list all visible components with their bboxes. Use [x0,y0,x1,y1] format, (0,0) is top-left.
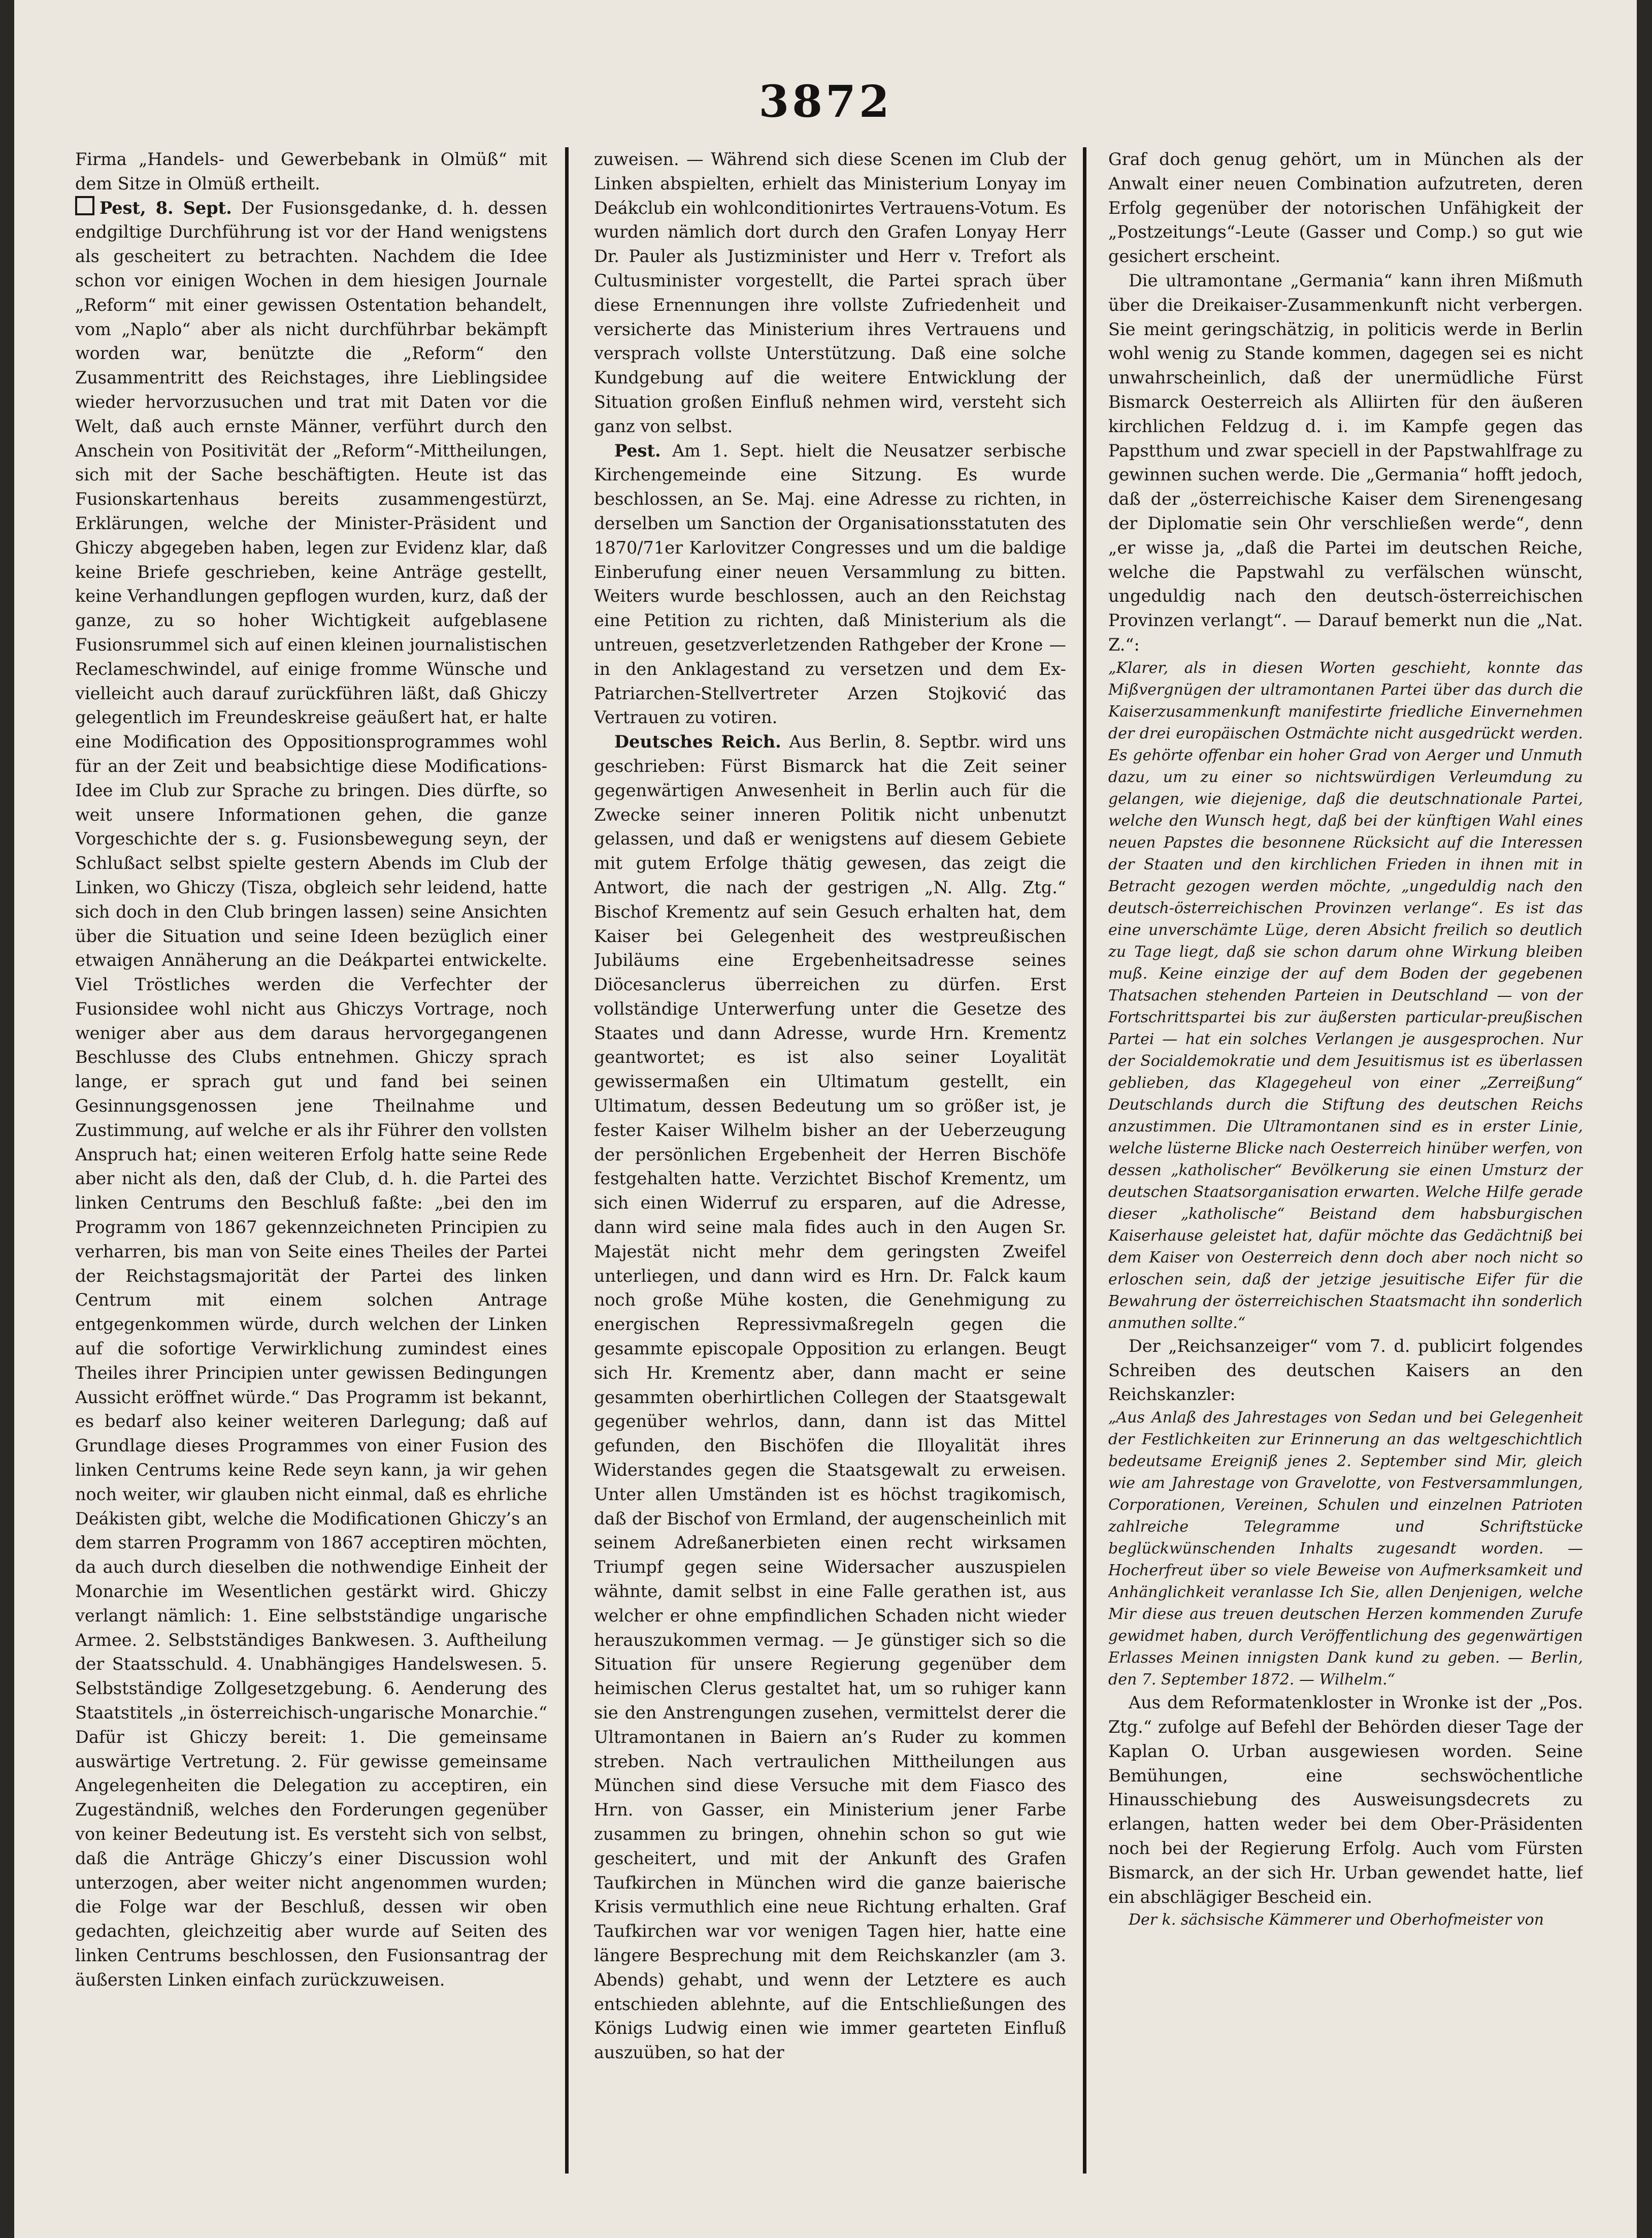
page-number: 3872 [758,76,893,127]
article-deutsches-reich [594,730,1066,2065]
paragraph-reichsanzeiger: Der „Reichsanzeiger“ vom 7. d. publicirt folgendes Schreiben des deutschen Kaisers an den Reichskanzler: [1108,1336,1583,1405]
column-rule-1 [565,147,569,2174]
square-mark-icon [75,196,94,215]
article-body: Aus Berlin, 8. Septbr. wird uns geschrieben: Fürst Bismarck hat die Zeit seiner gegenwärtigen Anwesenheit in Berlin auch für die Zwecke seiner inneren Politik nicht unbenutzt gelassen, und daß er wenigstens auf diesem Gebiete mit gutem Erfolge thätig gewesen, das zeigt die Antwort, die nach der gestrigen „N. Allg. Ztg.“ Bischof Krementz auf sein Gesuch erhalten hat, dem Kaiser bei Gelegenheit des westpreußischen Jubiläums eine Ergebenheitsadresse seines Diöcesanclerus überreichen zu dürfen. Erst vollständige Unterwerfung unter die Gesetze des Staates und dann Adresse, wurde Hrn. Krementz geantwortet; es ist also seiner Loyalität gewissermaßen ein Ultimatum gestellt, ein Ultimatum, dessen Bedeutung um so größer ist, je fester Kaiser Wilhelm bisher an der Ueberzeugung der persönlichen Ergebenheit der Herren Bischöfe festgehalten hatte. Verzichtet Bischof Krementz, um sich einen Widerruf zu ersparen, auf die Adresse, dann wird seine mala fides auch in den Augen Sr. Majestät nicht mehr dem geringsten Zweifel unterliegen, und dann wird es Hrn. Dr. Falck kaum noch große Mühe kosten, die Genehmigung zu energischen Repressivmaßregeln gegen die gesammte episcopale Opposition zu erlangen. Beugt sich Hr. Krementz aber, dann macht er seine gesammten oberhirtlichen Collegen der Staatsgewalt gegenüber wehrlos, dann, dann ist das Mittel gefunden, den Bischöfen die Illoyalität ihres Widerstandes gegen die Staatsgewalt zu erweisen. Unter allen Umständen ist es höchst tragikomisch, daß der Bischof von Ermland, der augenscheinlich mit seinem Adreßanerbieten einen recht wirksamen Triumpf gegen seine Widersacher auszuspielen wähnte, damit selbst in eine Falle gerathen ist, aus welcher er ohne empfindlichen Schaden nicht wieder herauszukommen vermag. — Je günstiger sich so die Situation für unsere Regierung gegenüber dem heimischen Clerus gestaltet hat, um so ruhiger kann sie den Anstrengungen zusehen, vermittelst derer die Ultramontanen in Baiern an’s Ruder zu kommen streben. Nach vertraulichen Mittheilungen aus München sind diese Versuche mit dem Fiasco des Hrn. von Gasser, ein Ministerium jener Farbe zusammen zu bringen, ohnehin schon so gut wie gescheitert, und mit der Ankunft des Grafen Taufkirchen in München wird die ganze baierische Krisis vermuthlich eine neue Richtung erhalten. Graf Taufkirchen war vor wenigen Tagen hier, hatte eine längere Besprechung mit dem Reichskanzler (am 3. Abends) gehabt, und wenn der Letztere es auch entschieden ablehnte, auf die Entschließungen des Königs Ludwig einen wie immer gearteten Einfluß auszuüben, so hat der [594,732,1066,2063]
article-body: Der Fusionsgedanke, d. h. dessen endgiltige Durchführung ist vor der Hand wenigstens als gescheitert zu betrachten. Nachdem die Idee schon vor einigen Wochen in dem hiesigen Journale „Reform“ mit einer gewissen Ostentation behandelt, vom „Naplo“ aber als nicht durchführbar bekämpft worden war, benützte die „Reform“ den Zusammentritt des Reichstages, ihre Lieblingsidee wieder hervorzusuchen und trat mit Daten vor die Welt, daß auch ernste Männer, verführt durch den Anschein von Positivität der „Reform“-Mittheilungen, sich mit der Sache beschäftigten. Heute ist das Fusionskartenhaus bereits zusammengestürzt, Erklärungen, welche der Minister-Präsident und Ghiczy abgegeben haben, legen zur Evidenz klar, daß keine Briefe geschrieben, keine Anträge gestellt, keine Verhandlungen gepflogen wurden, kurz, daß der ganze, zu so hoher Wichtigkeit aufgeblasene Fusionsrummel sich auf einen kleinen journalistischen Reclameschwindel, auf einige fromme Wünsche und vielleicht auch darauf zurückführen läßt, daß Ghiczy gelegentlich im Freundeskreise geäußert hat, er halte eine Modification des Oppositionsprogrammes wohl für an der Zeit und beabsichtige diese Modifications-Idee im Club zur Sprache zu bringen. Dies dürfte, so weit unsere Informationen gehen, die ganze Vorgeschichte der s. g. Fusionsbewegung seyn, der Schlußact selbst spielte gestern Abends im Club der Linken, wo Ghiczy (Tisza, obgleich sehr leidend, hatte sich doch in den Club bringen lassen) seine Ansichten über die Situation und seine Ideen bezüglich einer etwaigen Annäherung an die Deákpartei entwickelte. Viel Tröstliches werden die Verfechter der Fusionsidee wohl nicht aus Ghiczys Vortrage, noch weniger aber aus dem daraus hervorgegangenen Beschlusse des Clubs entnehmen. Ghiczy sprach lange, er sprach gut und fand bei seinen Gesinnungsgenossen jene Theilnahme und Zustimmung, auf welche er als ihr Führer den vollsten Anspruch hat; einen weiteren Erfolg hatte seine Rede aber nicht als den, daß der Club, d. h. die Partei des linken Centrums den Beschluß faßte: „bei den im Programm von 1867 gekennzeichneten Principien zu verharren, bis man von Seite eines Theiles der Partei der Reichstagsmajorität der Partei des linken Centrum mit einem solchen Antrage entgegenkommen würde, durch welchen der Linken auf die sofortige Verwirklichung zumindest eines Theiles ihrer Principien unter gewissen Bedingungen Aussicht eröffnet würde.“ Das Programm ist bekannt, es bedarf also keiner weiteren Darlegung; daß auf Grundlage dieses Programmes von einer Fusion des linken Centrums keine Rede seyn kann, ja wir gehen noch weiter, wir glauben nicht einmal, daß es ehrliche Deákisten gibt, welche die Modificationen Ghiczy’s an dem starren Programm von 1867 acceptiren möchten, da auch durch dieselben die nothwendige Einheit der Monarchie im Wesentlichen gestärkt wird. Ghiczy verlangt nämlich: 1. Eine selbstständige ungarische Armee. 2. Selbstständiges Bankwesen. 3. Auftheilung der Staatsschuld. 4. Unabhängiges Handelswesen. 5. Selbstständige Zollgesetzgebung. 6. Aenderung des Staatstitels „in österreichisch-ungarische Monarchie.“ Dafür ist Ghiczy bereit: 1. Die gemeinsame auswärtige Vertretung. 2. Für gewisse gemeinsame Angelegenheiten die Delegation zu acceptiren, ein Zugeständniß, welches den Forderungen gegenüber von keiner Bedeutung ist. Es versteht sich von selbst, daß die Anträge Ghiczy’s einer Discussion wohl unterzogen, aber weiter nicht angenommen wurden; die Folge war der Beschluß, dessen wir oben gedachten, gleichzeitig aber wurde auf Seiten des linken Centrums beschlossen, den Fusionsantrag der äußersten Linken einfach zurückzuweisen. [75,198,547,1990]
paragraph-germania: Die ultramontane „Germania“ kann ihren Mißmuth über die Dreikaiser-Zusammenkunft nicht verbergen. Sie meint geringschätzig, in politicis werde in Berlin wohl wenig zu Stande kommen, dagegen sei es nicht unwahrscheinlich, daß der unermüdliche Fürst Bismarck Oesterreich als Alliirten für den äußeren kirchlichen Feldzug d. i. im Kampfe gegen das Papstthum und zwar speciell in der Papstwahlfrage zu gewinnen suchen werde. Die „Germania“ hofft jedoch, daß der „österreichische Kaiser dem Sirenengesang der Diplomatie sein Ohr verschließen werde“, denn „er wisse ja, „daß die Partei im deutschen Reiche, welche die Papstwahl zu verfälschen wünscht, ungeduldig nach den deutsch-österreichischen Provinzen verlangt“. — Darauf bemerkt nun die „Nat. Z.“: [1108,270,1583,655]
dateline: Pest, 8. Sept. [100,198,232,218]
column-3 [1108,147,1583,2209]
section-heading: Deutsches Reich. [614,732,781,752]
article-pest-serbian [594,439,1066,730]
column-1 [75,147,547,2209]
column-rule-2 [1083,147,1086,2174]
paragraph-trailing: Der k. sächsische Kämmerer und Oberhofmeister von [1129,1911,1544,1929]
paragraph-wronke: Aus dem Reformatenkloster in Wronke ist der „Pos. Ztg.“ zufolge auf Befehl der Behörden dieser Tage der Kaplan O. Urban ausgewiesen worden. Seine Bemühungen, eine sechswöchentliche Hinausschiebung des Ausweisungsdecrets zu erlangen, hatten weder bei dem Ober-Präsidenten noch bei der Regierung Erfolg. Auch vom Fürsten Bismarck, an der sich Hr. Urban gewendet hatte, lief ein abschlägiger Bescheid ein. [1108,1693,1583,1907]
article-pest-fusion [75,196,547,1992]
article-body: Am 1. Sept. hielt die Neusatzer serbische Kirchengemeinde eine Sitzung. Es wurde beschlossen, an Se. Maj. eine Adresse zu richten, in derselben um Sanction der Organisationsstatuten des 1870/71er Karlovitzer Congresses und um die baldige Einberufung einer neuen Versammlung zu bitten. Weiters wurde beschlossen, auch an den Reichstag eine Petition zu richten, daß Ministerium als die untreuen, gesetzverletzenden Rathgeber der Krone — in den Anklagestand zu versetzen und dem Ex-Patriarchen-Stellvertreter Arzen Stojković das Vertrauen zu votiren. [594,440,1066,728]
column-2 [594,147,1066,2209]
newspaper-page [14,0,1637,2238]
quote-kaiser-letter: „Aus Anlaß des Jahrestages von Sedan und bei Gelegenheit der Festlichkeiten zur Erinnerung an das weltgeschichtlich bedeutsame Ereigniß jenes 2. September sind Mir, gleich wie am Jahrestage von Gravelotte, von Festversammlungen, Corporationen, Vereinen, Schulen und einzelnen Patrioten zahlreiche Telegramme und Schriftstücke beglückwünschenden Inhalts zugesandt worden. — Hocherfreut über so viele Beweise von Aufmerksamkeit und Anhänglichkeit veranlasse Ich Sie, allen Denjenigen, welche Mir diese aus treuen deutschen Herzen kommenden Zurufe gewidmet haben, durch Veröffentlichung des gegenwärtigen Erlasses Meinen innigsten Dank kund zu geben. — Berlin, den 7. September 1872. — Wilhelm.“ [1108,1409,1583,1689]
paragraph: Graf doch genug gehört, um in München als der Anwalt einer neuen Combination aufzutreten, deren Erfolg gegenüber der notorischen Unfähigkeit der „Postzeitungs“-Leute (Gasser und Comp.) so gut wie gesichert erscheint. [1108,149,1583,267]
dateline: Pest. [614,440,661,461]
paragraph: Firma „Handels- und Gewerbebank in Olmüß“ mit dem Sitze in Olmüß ertheilt. [75,149,547,193]
quote-nat-z: „Klarer, als in diesen Worten geschieht, konnte das Mißvergnügen der ultramontanen Partei über das durch die Kaiserzusammenkunft manifestirte friedliche Einvernehmen der drei europäischen Ostmächte nicht ausgedrückt werden. Es gehörte offenbar ein hoher Grad von Aerger und Unmuth dazu, um zu einer so nichtswürdigen Verleumdung zu gelangen, wie diejenige, daß die deutschnationale Partei, welche den Wunsch hegt, daß bei der künftigen Wahl eines neuen Papstes die besonnene Rücksicht auf die Interessen der Staaten und den kirchlichen Frieden in ihnen mit in Betracht gezogen werden möchte, „ungeduldig nach den deutsch-österreichischen Provinzen verlange“. Es ist das eine unverschämte Lüge, deren Absicht freilich so deutlich zu Tage liegt, daß sie schon darum ohne Wirkung bleiben muß. Keine einzige der auf dem Boden der gegebenen Thatsachen stehenden Parteien in Deutschland — von der Fortschrittspartei bis zur äußersten particular-preußischen Partei — hat ein solches Verlangen je ausgesprochen. Nur der Socialdemokratie und dem Jesuitismus ist es überlassen geblieben, das Klagegeheul von einer „Zerreißung“ Deutschlands durch die Stiftung des deutschen Reichs anzustimmen. Die Ultramontanen sind es in erster Linie, welche lüsterne Blicke nach Oesterreich hinüber werfen, von dessen „katholischer“ Bevölkerung sie einen Umsturz der deutschen Staatsorganisation erwarten. Welche Hilfe gerade dieser „katholische“ Beistand dem habsburgischen Kaiserhause geleistet hat, dafür möchte das Gedächtniß bei dem Kaiser von Oesterreich denn doch aber noch nicht so erloschen sein, daß der jetzige jesuitische Eifer für die Bewahrung der österreichischen Staatsmacht ihn sonderlich anmuthen sollte.“ [1108,659,1583,1332]
paragraph: zuweisen. — Während sich diese Scenen im Club der Linken abspielten, erhielt das Ministerium Lonyay im Deákclub ein wohlconditionirtes Vertrauens-Votum. Es wurden nämlich dort durch den Grafen Lonyay Herr Dr. Pauler als Justizminister und Herr v. Trefort als Cultusminister vorgestellt, die Partei sprach über diese Ernennungen ihre vollste Zufriedenheit und versicherte das Ministerium ihres Vertrauens und versprach vollste Unterstützung. Daß eine solche Kundgebung auf die weitere Entwicklung der Situation großen Einfluß nehmen wird, versteht sich ganz von selbst. [594,149,1066,436]
